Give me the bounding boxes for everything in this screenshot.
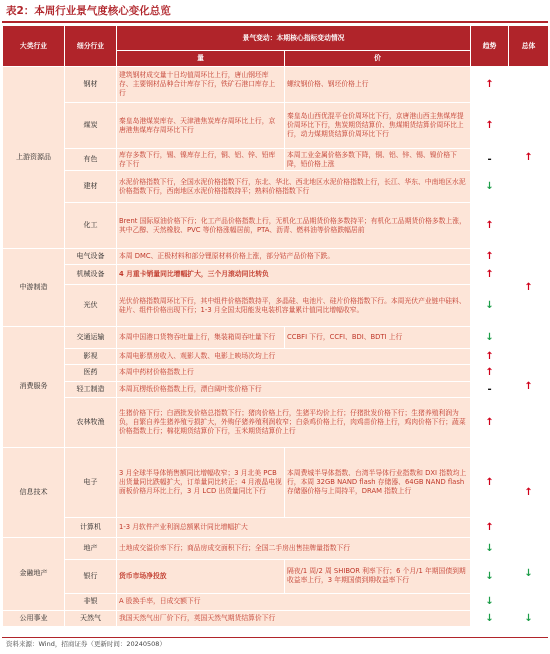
trend-arrow: ↓ <box>471 285 509 327</box>
header-trend: 趋势 <box>471 26 509 67</box>
sector-cell: 公用事业 <box>3 610 65 626</box>
trend-arrow: ↑ <box>471 103 509 149</box>
industry-cell: 地产 <box>65 537 117 559</box>
footer-rule <box>2 637 548 638</box>
trend-arrow: - <box>471 149 509 171</box>
volume-cell: 本周瓦楞纸价格指数上行，漂白阔叶浆价格下行 <box>117 381 471 397</box>
trend-arrow: ↑ <box>471 447 509 517</box>
header-change: 景气变动：本期核心指标变动情况 <box>117 26 471 51</box>
trend-arrow: ↑ <box>471 203 509 249</box>
table-row <box>3 559 549 593</box>
industry-cell: 光伏 <box>65 285 117 327</box>
trend-arrow: ↑ <box>471 397 509 447</box>
industry-cell: 电气设备 <box>65 249 117 265</box>
header-price: 价 <box>285 51 471 67</box>
trend-arrow: ↑ <box>471 517 509 537</box>
trend-arrow: - <box>471 381 509 397</box>
trend-arrow: ↓ <box>471 593 509 610</box>
table-row <box>3 349 549 365</box>
price-cell: 本周费城半导体指数、台湾半导体行业指数和 DXI 指数均上行，本周 32GB NAND flash 存储器、64GB NAND flash 存储器价格与上周持平，DRAM 指数上行 <box>285 447 471 517</box>
volume-cell: 4 月重卡销量同比增幅扩大，三个月滚动同比转负 <box>117 265 471 285</box>
table-row <box>3 537 549 559</box>
volume-cell: 本周中药材价格指数上行 <box>117 365 471 381</box>
industry-cell: 天然气 <box>65 610 117 626</box>
industry-cell: 煤炭 <box>65 103 117 149</box>
table-row <box>3 103 549 149</box>
table-row <box>3 593 549 610</box>
industry-cell: 影视 <box>65 349 117 365</box>
industry-cell: 钢材 <box>65 67 117 103</box>
industry-cell: 银行 <box>65 559 117 593</box>
volume-cell: 3 月全球半导体销售额同比增幅收窄；3 月北美 PCB 出货量同比跌幅扩大，订单量同比转正；4 月液晶电视面板价格月环比上行，3 月 LCD 出货量同比下行 <box>117 447 285 517</box>
trend-arrow: ↓ <box>471 171 509 203</box>
industry-cell: 建材 <box>65 171 117 203</box>
sector-cell: 消费服务 <box>3 327 65 448</box>
price-cell: CCBFI 下行，CCFI、BDI、BDTI 上行 <box>285 327 471 349</box>
sector-cell: 上游资源品 <box>3 67 65 249</box>
trend-arrow: ↑ <box>471 67 509 103</box>
table-row <box>3 67 549 103</box>
volume-cell: 货币市场净投放 <box>117 559 285 593</box>
header-industry: 细分行业 <box>65 26 117 67</box>
table-row <box>3 265 549 285</box>
industry-cell: 计算机 <box>65 517 117 537</box>
volume-cell: 1-3 月软件产业利润总额累计同比增幅扩大 <box>117 517 471 537</box>
trend-arrow: ↑ <box>471 365 509 381</box>
table-row <box>3 397 549 447</box>
overall-arrow: ↓ <box>509 610 549 626</box>
price-cell: 秦皇岛山西优混平仓价周环比下行，京唐港山西主焦煤库提价周环比下行，焦炭期货结算价、焦煤期货结算价周环比上行，动力煤期货结算价周环比下行 <box>285 103 471 149</box>
table-title: 表2：本周行业景气度核心变化总览 <box>6 5 171 17</box>
industry-cell: 轻工制造 <box>65 381 117 397</box>
overall-arrow: ↑ <box>509 327 549 448</box>
industry-cell: 医药 <box>65 365 117 381</box>
volume-cell: 本周中国港口货物吞吐量上行，集装箱周吞吐量下行 <box>117 327 285 349</box>
table-row <box>3 285 549 327</box>
price-cell: 隔夜/1 周/2 周 SHIBOR 利率下行；6 个月/1 年期国债到期收益率上行，3 年期国债到期收益率下行 <box>285 559 471 593</box>
table-body <box>3 67 549 627</box>
table-row <box>3 381 549 397</box>
table-row <box>3 517 549 537</box>
source-note: 资料来源：Wind，招商证券（更新时间：20240508） <box>6 640 166 648</box>
overall-arrow: ↑ <box>509 67 549 249</box>
sector-cell: 金融地产 <box>3 537 65 610</box>
table-row <box>3 149 549 171</box>
volume-cell: 本周 DMC、正极材料和部分锂原材料价格上涨，部分钴产品价格下跌。 <box>117 249 471 265</box>
volume-cell: 土地成交溢价率下行；商品房成交面积下行；全国二手房出售挂牌量指数下行 <box>117 537 471 559</box>
table-row <box>3 610 549 626</box>
trend-arrow: ↓ <box>471 610 509 626</box>
trend-arrow: ↓ <box>471 537 509 559</box>
header-sector: 大类行业 <box>3 26 65 67</box>
volume-cell: 生猪价格下行；白酒批发价格总指数下行；猪肉价格上行，生猪平均价上行；仔猪批发价格下行；生猪养殖利润为负，自繁自养生猪养殖亏损扩大，外购仔猪养殖利润收窄；白条鸡价格上行，肉鸡苗价格上行，鸡肉价格下行；蔬菜价格指数上行；棉花期货结算价下行，玉米期货结算价上行 <box>117 397 471 447</box>
overall-arrow: ↓ <box>509 537 549 610</box>
volume-cell: A 股换手率，日成交额下行 <box>117 593 471 610</box>
volume-cell: 秦皇岛港煤炭库存、天津港焦炭库存周环比上行，京唐港焦煤库存周环比下行 <box>117 103 285 149</box>
overall-arrow: ↑ <box>509 447 549 537</box>
industry-cell: 非银 <box>65 593 117 610</box>
volume-cell: Brent 国际原油价格下行；化工产品价格指数上行，无机化工品期货价格多数持平；有机化工品期货价格多数上涨，其中乙醇、天然橡胶、PVC 等价格涨幅居前，PTA、沥青、燃料油等价格跌幅居前 <box>117 203 471 249</box>
header-volume: 量 <box>117 51 285 67</box>
volume-cell: 建筑钢材成交量十日均值周环比上行，唐山钢坯库存、主要钢材品种合计库存下行，铁矿石港口库存上行 <box>117 67 285 103</box>
trend-arrow: ↑ <box>471 265 509 285</box>
sector-cell: 信息技术 <box>3 447 65 537</box>
volume-cell: 水泥价格指数下行，全国水泥价格指数下行，东北、华北、西北地区水泥价格指数上行，长江、华东、中南地区水泥价格指数下行，西南地区水泥价格指数持平；熟料价格指数下行 <box>117 171 471 203</box>
header-overall: 总体 <box>509 26 549 67</box>
table-row <box>3 249 549 265</box>
price-cell: 螺纹钢价格、钢坯价格上行 <box>285 67 471 103</box>
trend-arrow: ↓ <box>471 327 509 349</box>
industry-cell: 机械设备 <box>65 265 117 285</box>
overall-arrow: ↑ <box>509 249 549 327</box>
table-row <box>3 327 549 349</box>
trend-arrow: ↓ <box>471 559 509 593</box>
price-cell: 本周工业金属价格多数下降，铜、铝、锌、锡、镍价格下降，铅价格上涨 <box>285 149 471 171</box>
industry-cell: 有色 <box>65 149 117 171</box>
title-rule <box>2 21 548 23</box>
table-row <box>3 365 549 381</box>
sentiment-table <box>2 25 549 627</box>
volume-cell: 光伏价格指数周环比下行，其中组件价格指数持平，多晶硅、电池片、硅片价格指数下行。本周光伏产业链中硅料、硅片、组件价格出现下行；1-3 月全国太阳能发电装机容量累计值同比增幅收窄。 <box>117 285 471 327</box>
table-row <box>3 447 549 517</box>
trend-arrow: ↑ <box>471 249 509 265</box>
industry-cell: 农林牧渔 <box>65 397 117 447</box>
industry-cell: 电子 <box>65 447 117 517</box>
table-row <box>3 171 549 203</box>
sector-cell: 中游制造 <box>3 249 65 327</box>
table-row <box>3 203 549 249</box>
industry-cell: 交通运输 <box>65 327 117 349</box>
volume-cell: 我国天然气出厂价下行，英国天然气期货结算价下行 <box>117 610 471 626</box>
volume-cell: 本周电影票房收入、观影人数、电影上映场次均上行 <box>117 349 471 365</box>
volume-cell: 库存多数下行，锡、镍库存上行，铜、铝、锌、铅库存下行 <box>117 149 285 171</box>
trend-arrow: ↑ <box>471 349 509 365</box>
industry-cell: 化工 <box>65 203 117 249</box>
